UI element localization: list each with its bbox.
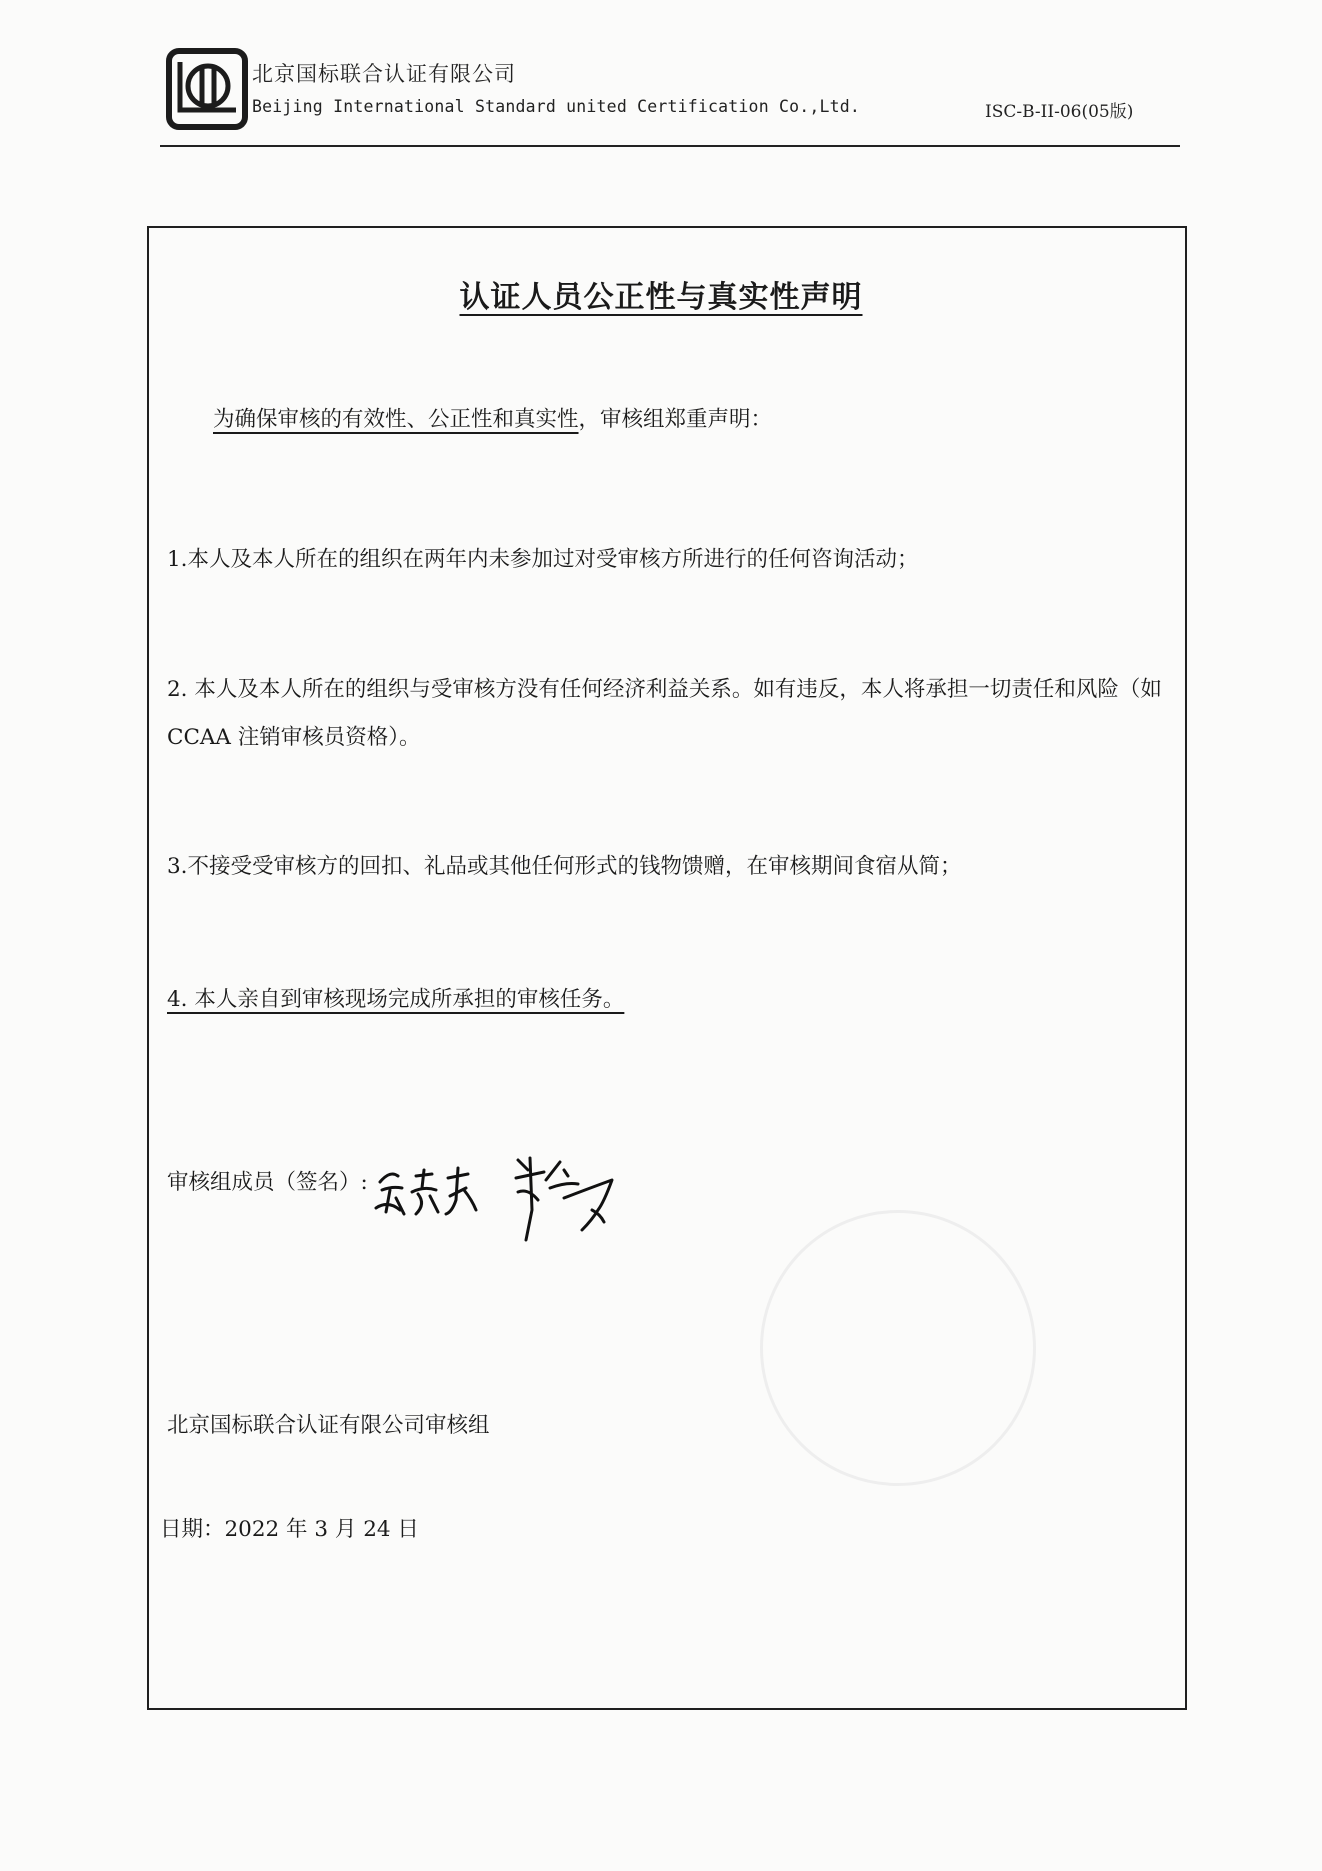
company-name-en: Beijing International Standard united Certification Co.,Ltd.	[252, 97, 861, 116]
handwritten-signatures	[368, 1140, 648, 1260]
clause-3: 3.不接受受审核方的回扣、礼品或其他任何形式的钱物馈赠，在审核期间食宿从简；	[167, 854, 962, 879]
intro-rest: ，审核组郑重声明：	[578, 407, 773, 432]
intro-underlined: 为确保审核的有效性、公正性和真实性	[213, 407, 579, 432]
clause-4: 4. 本人亲自到审核现场完成所承担的审核任务。	[167, 987, 625, 1012]
document-title-text: 认证人员公正性与真实性声明	[459, 280, 863, 315]
document-code: ISC-B-II-06(05版)	[985, 102, 1134, 122]
intro-paragraph	[213, 402, 772, 433]
company-logo	[166, 48, 252, 130]
clause-2: 2. 本人及本人所在的组织与受审核方没有任何经济利益关系。如有违反，本人将承担一切责任和风险（如 CCAA 注销审核员资格）。	[167, 677, 1162, 750]
signature-label: 审核组成员（签名）:	[167, 1170, 368, 1195]
document-title	[0, 272, 1322, 316]
declaration-frame	[147, 226, 1187, 1710]
header-divider	[160, 145, 1180, 147]
audit-team-name: 北京国标联合认证有限公司审核组	[167, 1413, 490, 1438]
declaration-date: 日期：2022 年 3 月 24 日	[160, 1517, 419, 1542]
company-name-cn: 北京国标联合认证有限公司	[252, 62, 516, 86]
clause-1: 1.本人及本人所在的组织在两年内未参加过对受审核方所进行的任何咨询活动；	[167, 547, 919, 572]
